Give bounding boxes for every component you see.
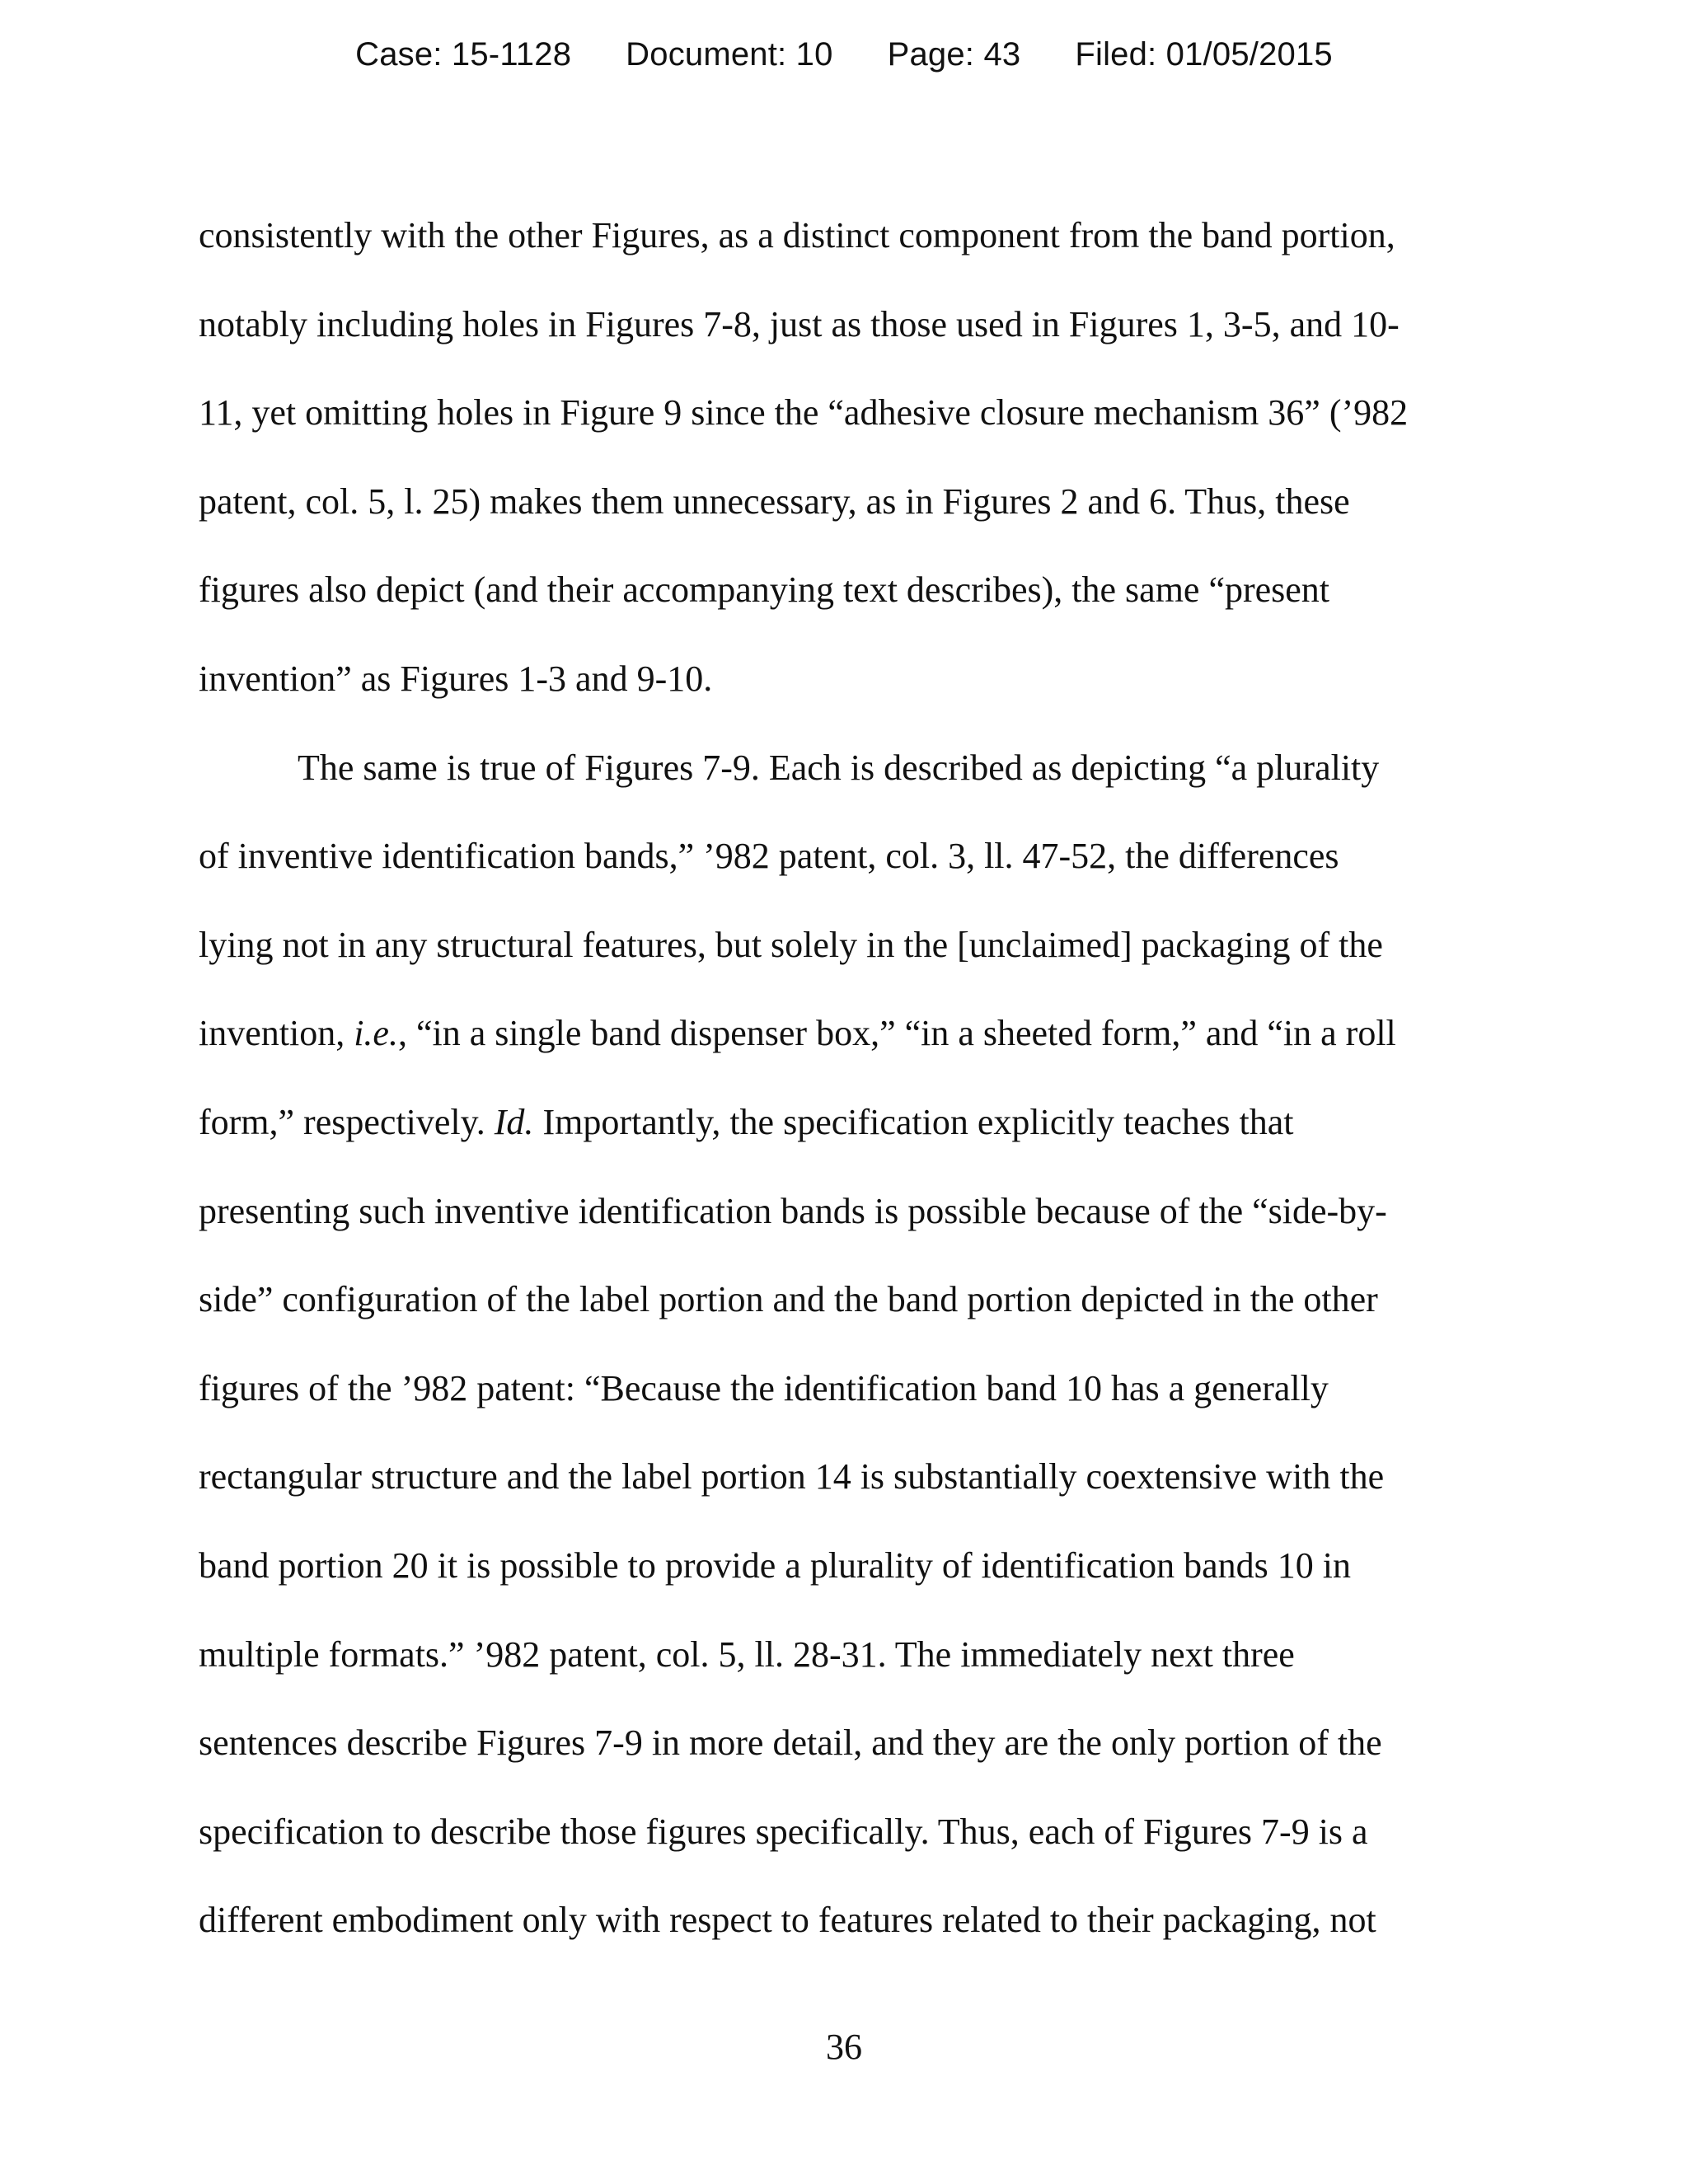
text-line: different embodiment only with respect to features related to their packaging, not: [199, 1900, 1376, 1941]
text-line: 11, yet omitting holes in Figure 9 since the “adhesive closure mechanism 36” (’982: [199, 392, 1409, 434]
text-line: specification to describe those figures specifically. Thus, each of Figures 7-9 is a: [199, 1811, 1368, 1852]
page-number: 36: [826, 2027, 862, 2067]
paragraph-start-line: The same is true of Figures 7-9. Each is described as depicting “a plurality: [298, 747, 1380, 788]
text-line: consistently with the other Figures, as a distinct component from the band portion,: [199, 215, 1395, 255]
text-segment: invention,: [199, 1013, 354, 1054]
text-line: figures also depict (and their accompanying text describes), the same “present: [199, 569, 1330, 611]
text-line: presenting such inventive identification bands is possible because of the “side-by-: [199, 1190, 1387, 1231]
italic-citation: Id.: [494, 1101, 534, 1142]
filed-date: Filed: 01/05/2015: [1075, 36, 1333, 73]
document-number: Document: 10: [626, 36, 833, 73]
italic-citation: i.e.: [354, 1013, 398, 1054]
brief-body-text: [199, 191, 1484, 1965]
text-segment: , “in a single band dispenser box,” “in a sheeted form,” and “in a roll: [397, 1013, 1396, 1054]
text-line: [199, 1078, 1484, 1167]
text-line: notably including holes in Figures 7-8, just as those used in Figures 1, 3-5, and 10-: [199, 303, 1400, 344]
text-line: figures of the ’982 patent: “Because the identification band 10 has a generally: [199, 1367, 1329, 1408]
text-line: of inventive identification bands,” ’982 patent, col. 3, ll. 47-52, the differences: [199, 836, 1339, 877]
text-line: sentences describe Figures 7-9 in more detail, and they are the only portion of the: [199, 1722, 1382, 1764]
text-line: multiple formats.” ’982 patent, col. 5, ll. 28-31. The immediately next three: [199, 1633, 1295, 1675]
text-line: rectangular structure and the label portion 14 is substantially coextensive with the: [199, 1456, 1385, 1497]
text-line: side” configuration of the label portion and the band portion depicted in the other: [199, 1279, 1378, 1320]
text-segment: Importantly, the specification explicitly teaches that: [533, 1101, 1294, 1142]
case-header: [0, 36, 1688, 73]
text-line: lying not in any structural features, but solely in the [unclaimed] packaging of the: [199, 924, 1383, 965]
text-line: band portion 20 it is possible to provide a plurality of identification bands 10 in: [199, 1544, 1352, 1586]
header-page-number: Page: 43: [887, 36, 1021, 73]
text-line: [199, 989, 1484, 1078]
text-line: invention” as Figures 1-3 and 9-10.: [199, 658, 713, 699]
case-number: Case: 15-1128: [355, 36, 572, 73]
text-line: patent, col. 5, l. 25) makes them unnecessary, as in Figures 2 and 6. Thus, these: [199, 480, 1350, 522]
text-segment: form,” respectively.: [199, 1101, 495, 1142]
